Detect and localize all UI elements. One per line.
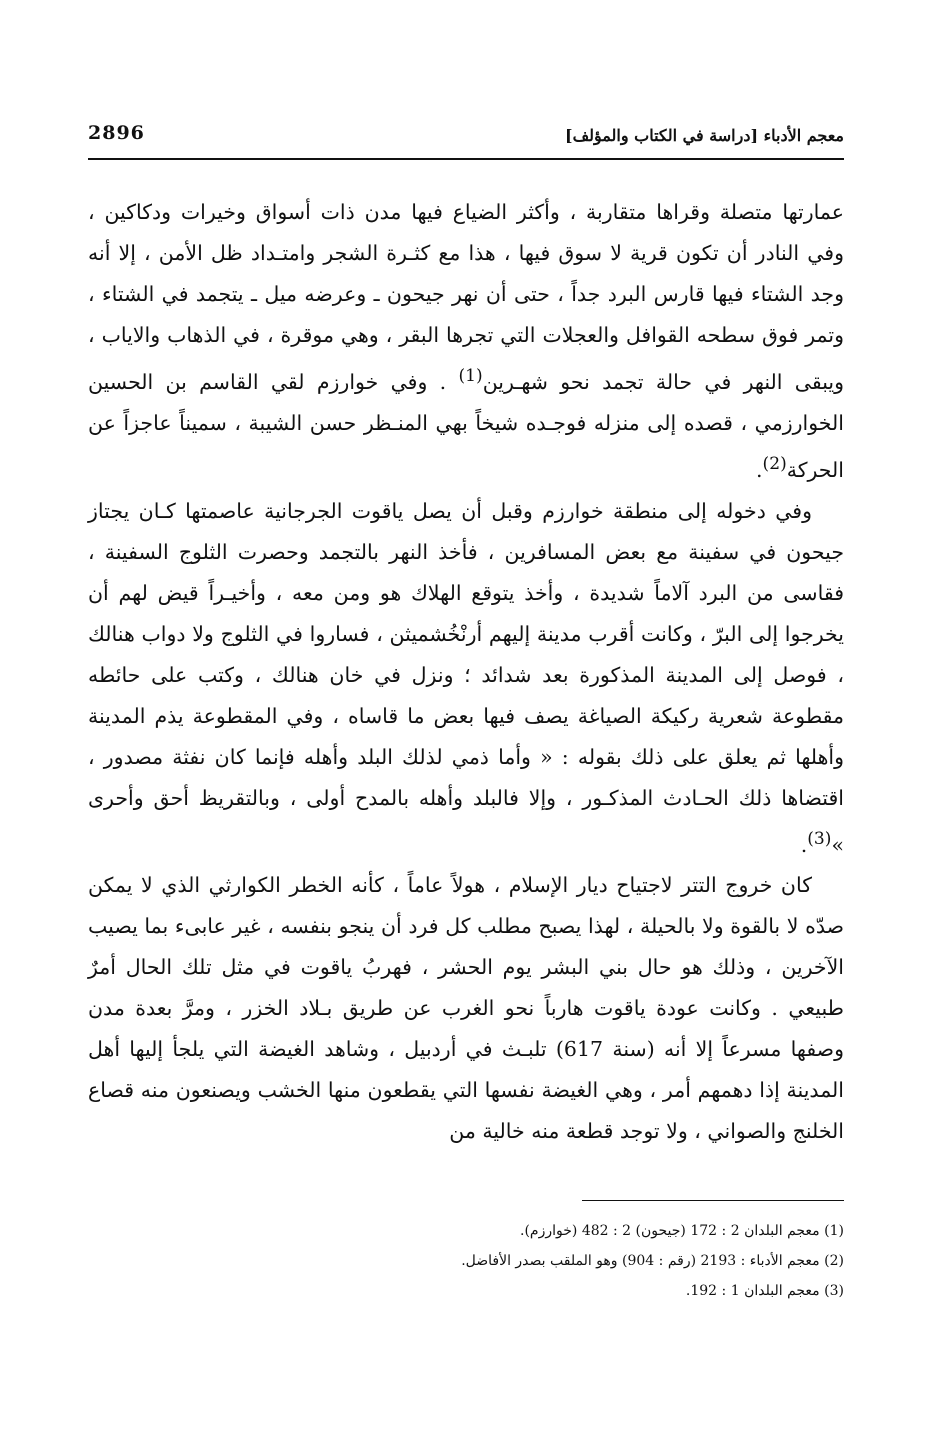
footnote-3: (3) معجم البلدان 1 : 192. — [685, 1283, 844, 1299]
running-title: معجم الأدباء [دراسة في الكتاب والمؤلف] — [565, 126, 844, 145]
paragraph-3: كان خروج التتر لاجتياح ديار الإسلام ، هولاً عاماً ، كأنه الخطر الكوارثي الذي لا يمكن صدّه لا بالقوة ولا بالحيلة ، لهذا يصبح مطلب كل فرد أن ينجو بنفسه ، غير عابىء بما يصيب الآخرين ، وذلك هو حال بني البشر يوم الحشر ، فهربُ ياقوت في مثل تلك الحال أمرٌ طبيعي . وكانت عودة ياقوت هارباً نحو الغرب عن طريق بـلاد الخزر ، ومرَّ بعدة مدن وصفها مسرعاً إلا أنه (سنة 617) تلبـث في أردبيل ، وشاهد الغيضة التي يلجأ إليها أهل المدينة إذا دهمهم أمر ، وهي الغيضة نفسها التي يقطعون منها الخشب ويصنعون منه قصاع الخلنج والصواني ، ولا توجد قطعة منه خالية من — [88, 873, 844, 1144]
footnote-2: (2) معجم الأدباء : 2193 (رقم : 904) وهو الملقب بصدر الأفاضل. — [461, 1253, 844, 1269]
header-divider — [88, 158, 844, 160]
paragraph-1: عمارتها متصلة وقراها متقاربة ، وأكثر الضياع فيها مدن ذات أسواق وخيرات ودكاكين ، وفي النادر أن تكون قرية لا سوق فيها ، هذا مع كثـرة الشجر وامتـداد ظل الأمن ، إلا أنه وجد الشتاء فيها قارس البرد جداً ، حتى أن نهر جيحون ـ وعرضه ميل ـ يتجمد في الشتاء ، وتمر فوق سطحه القوافل والعجلات التي تجرها البقر ، وهي موقرة ، في الذهاب والاياب ، ويبقى النهر في حالة تجمد نحو شهـرين$^{(1)}$ . وفي خوارزم لقي القاسم بن الحسين الخوارزمي ، قصده إلى منزله فوجـده شيخاً بهي المنـظر حسن الشيبة ، سميناً عاجزاً عن الحركة$^{(2)}$. — [88, 200, 844, 482]
paragraph-2: وفي دخوله إلى منطقة خوارزم وقبل أن يصل ياقوت الجرجانية عاصمتها كـان يجتاز جيحون في سفينة مع بعض المسافرين ، فأخذ النهر بالتجمد وحصرت الثلوج السفينة ، فقاسى من البرد آلاماً شديدة ، وأخذ يتوقع الهلاك هو ومن معه ، وأخيـراً قيض لهم أن يخرجوا إلى البرّ ، وكانت أقرب مدينة إليهم أرنْخُشميثن ، فساروا في الثلوج ولا دواب هنالك ، فوصل إلى المدينة المذكورة بعد شدائد ؛ ونزل في خان هنالك ، وكتب على حائطه مقطوعة شعرية ركيكة الصياغة يصف فيها بعض ما قاساه ، وفي المقطوعة يذم المدينة وأهلها ثم يعلق على ذلك بقوله : « وأما ذمي لذلك البلد وأهله فإنما كان نفثة مصدور ، اقتضاها ذلك الحـادث المذكـور ، وإلا فالبلد وأهله بالمدح أولى ، وبالتقريظ أحق وأحرى »$^{(3)}$. — [88, 498, 844, 857]
footnote-divider — [582, 1200, 844, 1201]
body-text — [88, 192, 844, 1152]
page-number: 2896 — [88, 122, 145, 144]
page-header — [88, 122, 844, 152]
footnote-ref-1: (1) — [458, 366, 483, 386]
footnotes — [88, 1216, 844, 1306]
footnote-ref-3: (3) — [807, 828, 832, 849]
footnote-1: (1) معجم البلدان 2 : 172 (جيحون) 2 : 482 (خوارزم). — [520, 1223, 844, 1239]
footnote-ref-2: (2) — [762, 453, 787, 474]
